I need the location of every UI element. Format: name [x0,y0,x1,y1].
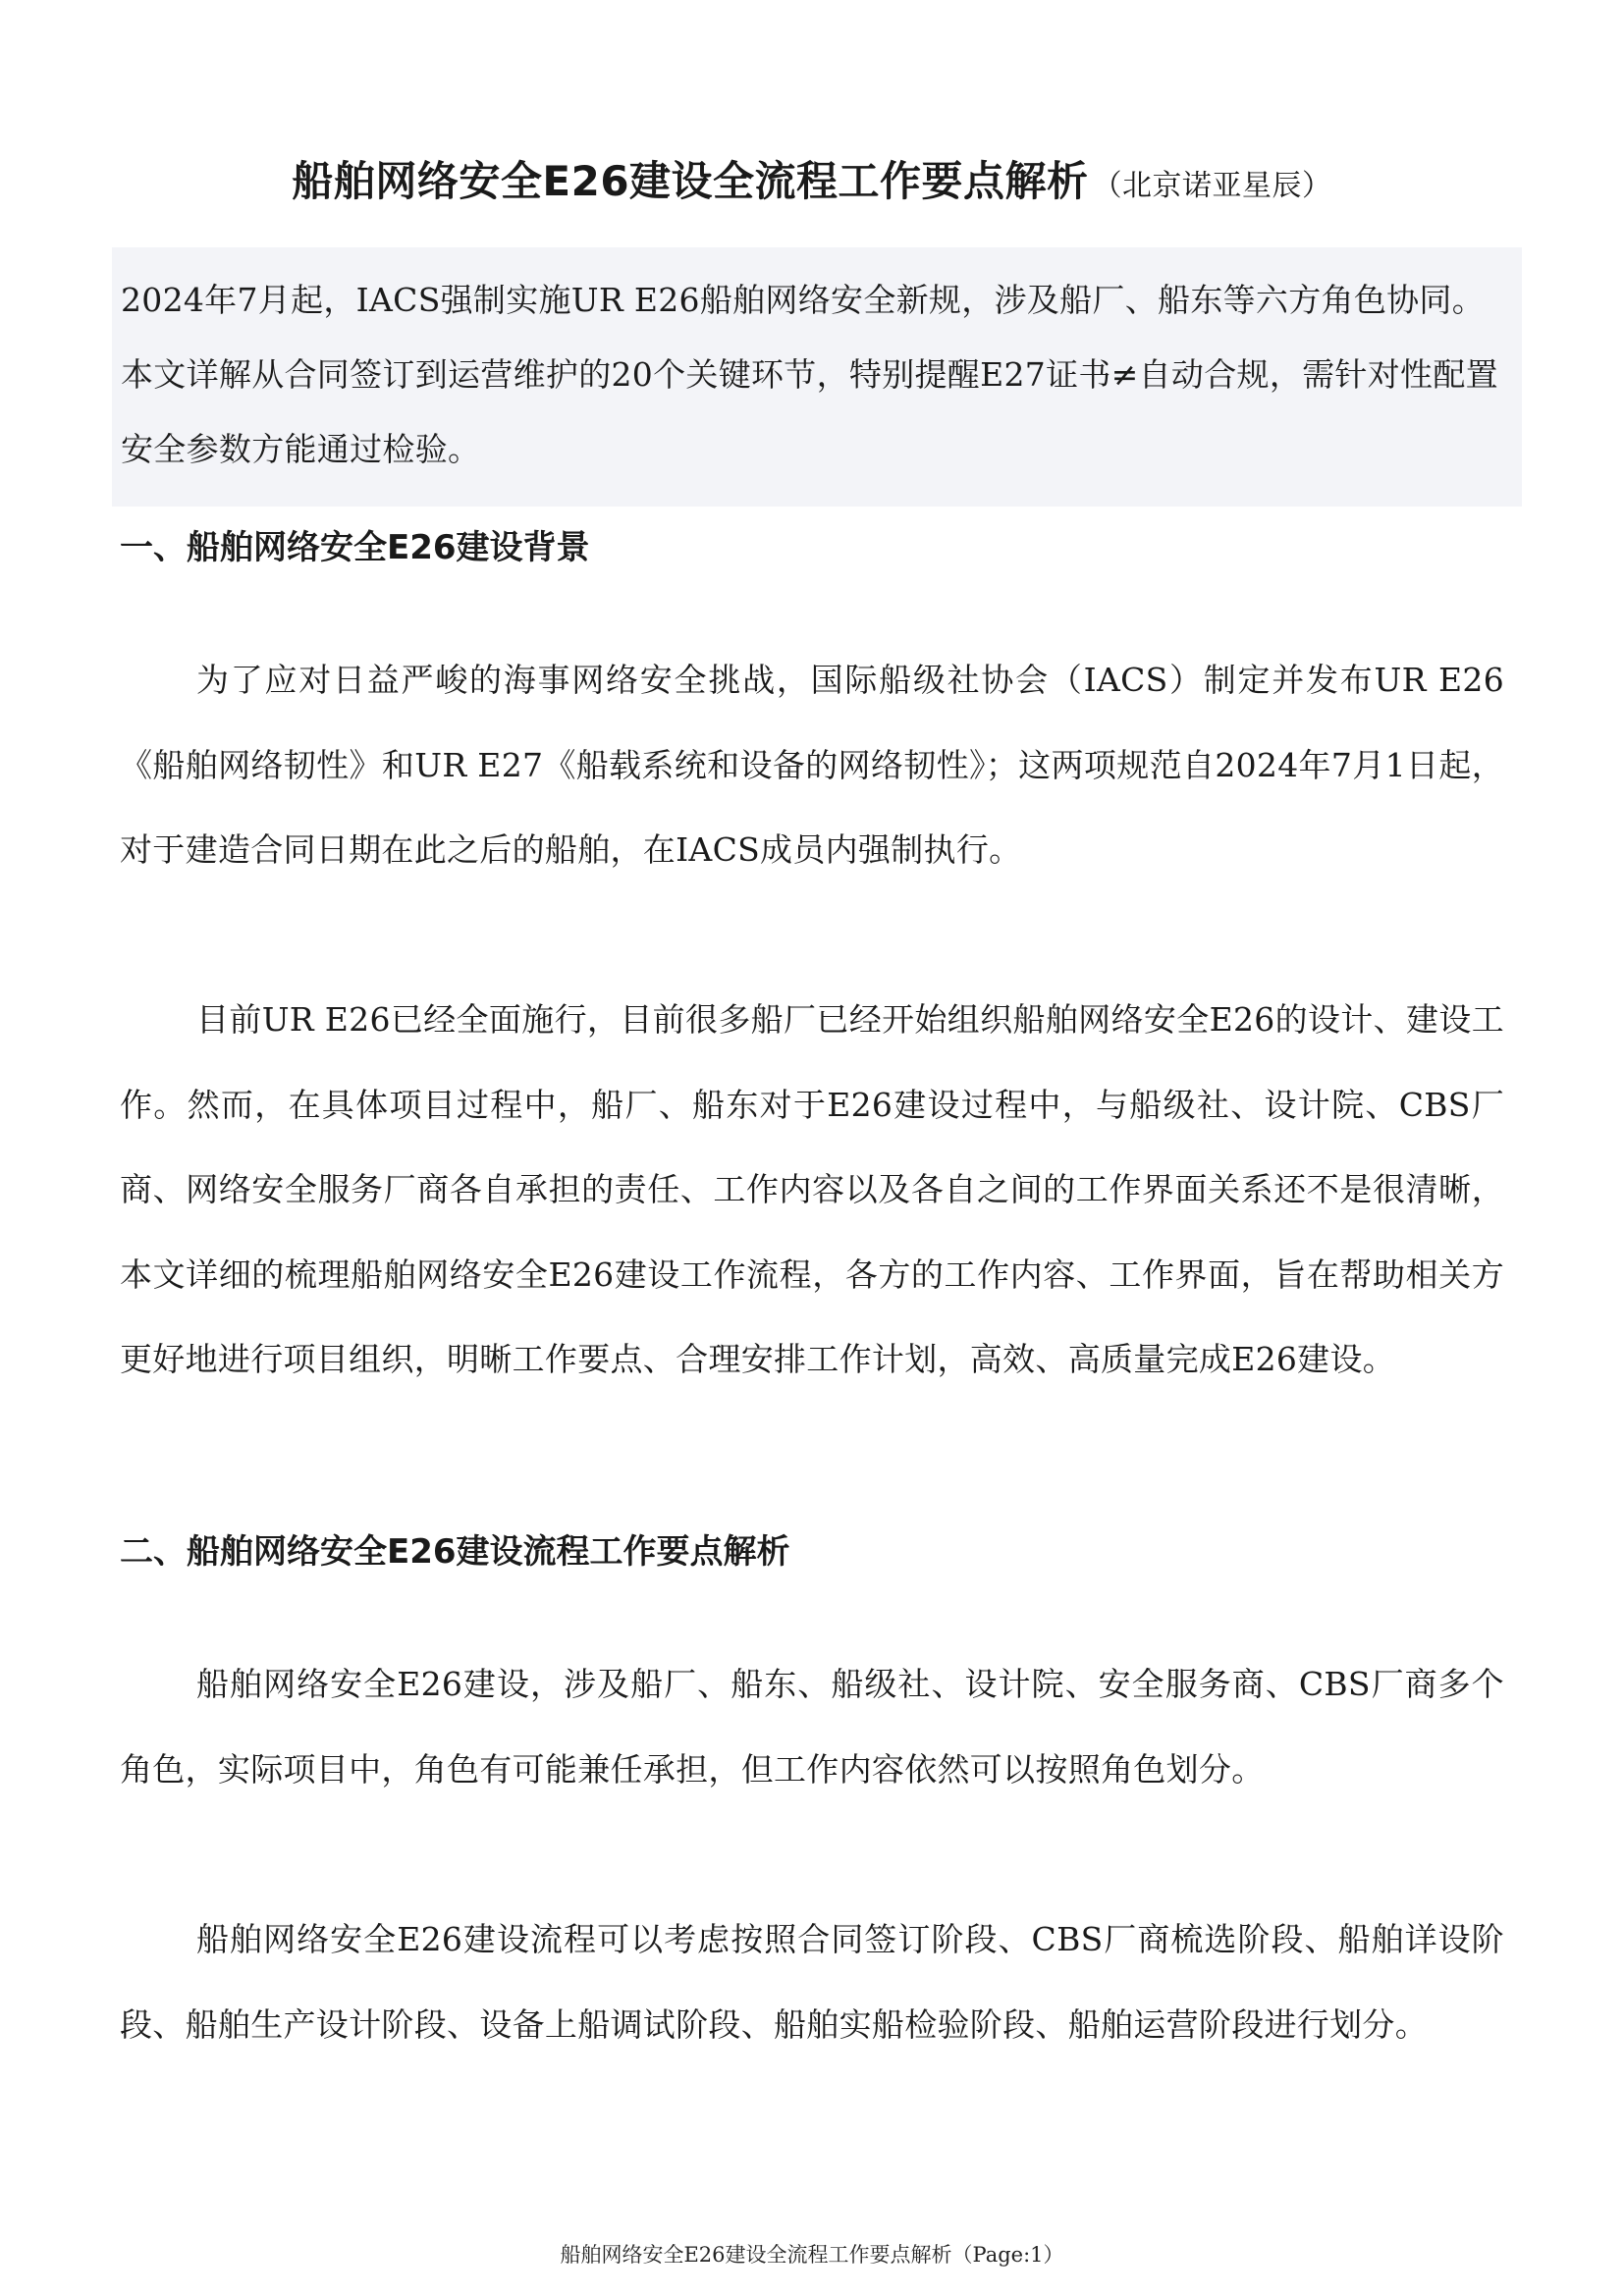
page-footer: 船舶网络安全E26建设全流程工作要点解析（Page:1） [560,2243,1064,2267]
paragraph-background-1: 为了应对日益严峻的海事网络安全挑战，国际船级社协会（IACS）制定并发布UR E26《船舶网络韧性》和UR E27《船载系统和设备的网络韧性》；这两项规范自2024年7月1日起，对于建造合同日期在此之后的船舶，在IACS成员内强制执行。 [120,661,1504,869]
paragraph-process-2: 船舶网络安全E26建设流程可以考虑按照合同签订阶段、CBS厂商梳选阶段、船舶详设阶段、船舶生产设计阶段、设备上船调试阶段、船舶实船检验阶段、船舶运营阶段进行划分。 [120,1920,1504,2044]
document-subtitle: （北京诺亚星辰） [1092,169,1332,203]
document-title-text: 船舶网络安全E26建设全流程工作要点解析 [292,157,1089,205]
section-heading-background: 一、船舶网络安全E26建设背景 [120,528,590,567]
paragraph-background-2: 目前UR E26已经全面施行，目前很多船厂已经开始组织船舶网络安全E26的设计、建设工作。然而，在具体项目过程中，船厂、船东对于E26建设过程中，与船级社、设计院、CBS厂商、网络安全服务厂商各自承担的责任、工作内容以及各自之间的工作界面关系还不是很清晰，本文详细的梳理船舶网络安全E26建设工作流程，各方的工作内容、工作界面，旨在帮助相关方更好地进行项目组织，明晰工作要点、合理安排工作计划，高效、高质量完成E26建设。 [120,1000,1504,1378]
section-heading-process: 二、船舶网络安全E26建设流程工作要点解析 [120,1532,790,1572]
document-title [118,152,1506,216]
summary-box: 2024年7月起，IACS强制实施UR E26船舶网络安全新规，涉及船厂、船东等六方角色协同。本文详解从合同签订到运营维护的20个关键环节，特别提醒E27证书≠自动合规，需针对性配置安全参数方能通过检验。 [112,247,1522,507]
paragraph-process-1: 船舶网络安全E26建设，涉及船厂、船东、船级社、设计院、安全服务商、CBS厂商多个角色，实际项目中，角色有可能兼任承担，但工作内容依然可以按照角色划分。 [120,1665,1504,1789]
